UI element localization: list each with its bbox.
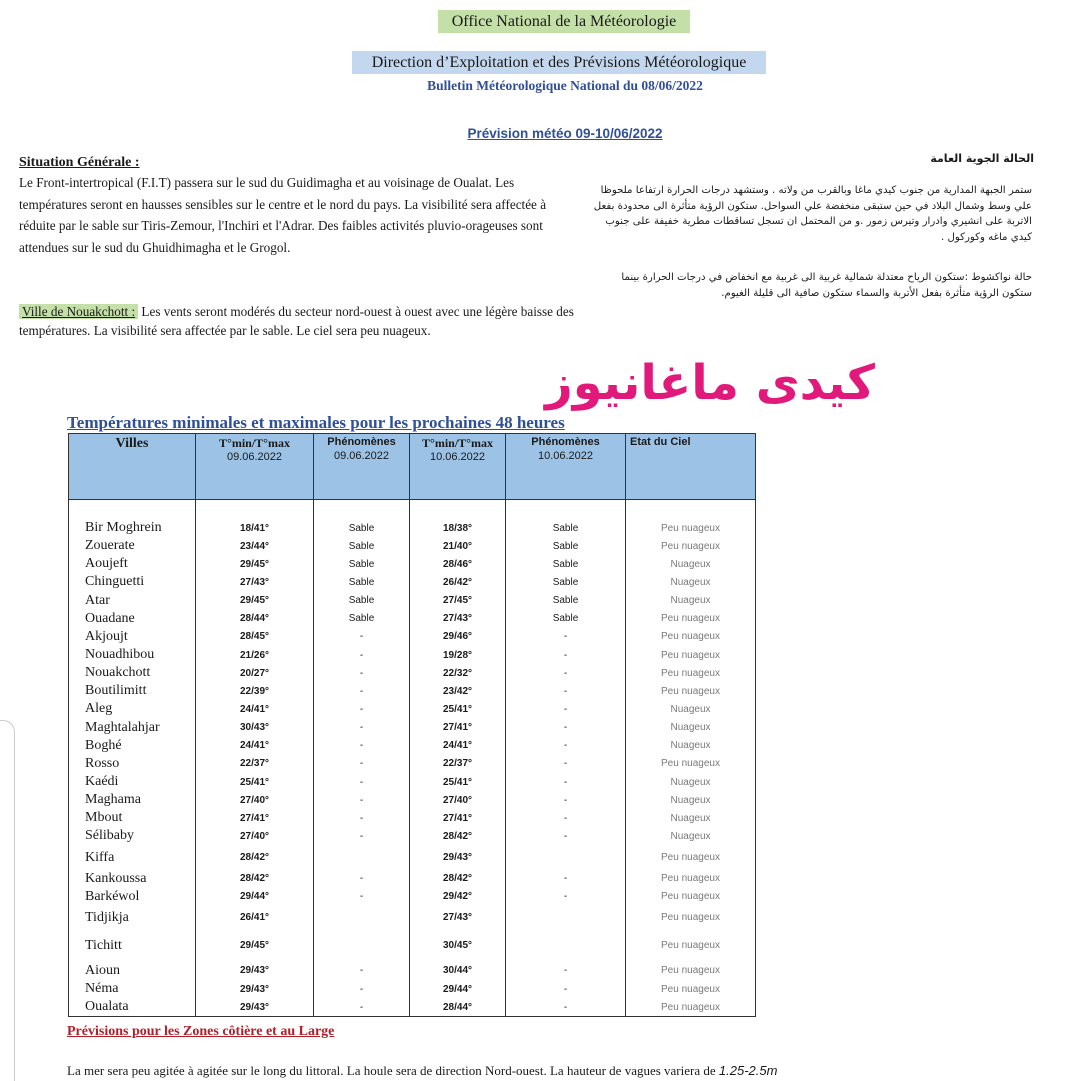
tmp-day2-cell: 27/43° (410, 906, 506, 930)
etat-ciel-cell: Peu nuageux (626, 980, 756, 998)
phenomene-day1-cell: - (314, 628, 410, 646)
phenomene-day2-cell: - (506, 888, 626, 906)
phenomene-day1-cell: - (314, 980, 410, 998)
table-row (69, 573, 756, 591)
phenomene-day1-cell: Sable (314, 573, 410, 591)
city-cell: Maghtalahjar (69, 719, 196, 737)
phenomene-day2-cell: - (506, 737, 626, 755)
table-row (69, 791, 756, 809)
header-ph-day1-label: Phénomènes (327, 436, 396, 448)
phenomene-day2-cell (506, 906, 626, 930)
tmp-day2-cell: 28/44° (410, 998, 506, 1017)
phenomene-day2-cell: - (506, 719, 626, 737)
tmp-day1-cell: 18/41° (196, 519, 314, 537)
phenomene-day2-cell (506, 930, 626, 962)
table-row (69, 980, 756, 998)
header-ph-day2-label: Phénomènes (531, 436, 600, 448)
tmp-day1-cell: 29/43° (196, 980, 314, 998)
phenomene-day1-cell: Sable (314, 610, 410, 628)
table-row (69, 998, 756, 1017)
etat-ciel-cell: Nuageux (626, 773, 756, 791)
watermark-stamp: كيدى ماغانيوز (545, 355, 875, 411)
tmp-day1-cell: 29/44° (196, 888, 314, 906)
etat-ciel-cell: Peu nuageux (626, 930, 756, 962)
tmp-day2-cell: 28/46° (410, 555, 506, 573)
tmp-day2-cell: 30/44° (410, 962, 506, 980)
header-tmp-day1 (196, 434, 314, 500)
phenomene-day2-cell: - (506, 870, 626, 888)
nouakchott-paragraph (19, 303, 574, 340)
etat-ciel-cell: Peu nuageux (626, 870, 756, 888)
phenomene-day2-cell: - (506, 962, 626, 980)
header-villes: Villes (69, 434, 196, 500)
tmp-day2-cell: 26/42° (410, 573, 506, 591)
arabic-text-general: ستمر الجبهة المدارية من جنوب كيدي ماغا وبالقرب من ولاته . وستشهد درجات الحرارة ارتفاعا ملحوظا علي وسط وشمال البلاد في حين ستبقى منخفضة علي السواحل. ستكون الرؤية متأثرة الى محدودة بفعل الاتربة على انشيري وادرار وتيرس زمور .و من المحتمل ان تسجل تساقطات مطرية خفيفة على جنوب كيدي ماغه وكوركول . (593, 185, 1032, 243)
viewer-edge-decoration (0, 720, 15, 1081)
phenomene-day1-cell: - (314, 998, 410, 1017)
etat-ciel-cell: Peu nuageux (626, 846, 756, 870)
phenomene-day1-cell: - (314, 700, 410, 718)
city-cell: Tidjikja (69, 906, 196, 930)
etat-ciel-cell: Peu nuageux (626, 682, 756, 700)
city-cell: Aioun (69, 962, 196, 980)
phenomene-day1-cell (314, 846, 410, 870)
tmp-day1-cell: 28/44° (196, 610, 314, 628)
tmp-day2-cell: 29/42° (410, 888, 506, 906)
etat-ciel-cell: Nuageux (626, 737, 756, 755)
prevision-title: Prévision météo 09-10/06/2022 (467, 126, 663, 141)
table-row (69, 755, 756, 773)
direction-title: Direction d’Exploitation et des Prévisions Météorologique (352, 51, 766, 74)
table-title: Températures minimales et maximales pour les prochaines 48 heures (67, 413, 565, 432)
etat-ciel-cell: Nuageux (626, 719, 756, 737)
phenomene-day1-cell: - (314, 737, 410, 755)
etat-ciel-cell: Peu nuageux (626, 906, 756, 930)
tmp-day2-cell: 19/28° (410, 646, 506, 664)
etat-ciel-cell: Peu nuageux (626, 646, 756, 664)
phenomene-day1-cell: - (314, 719, 410, 737)
table-row (69, 664, 756, 682)
etat-ciel-cell: Nuageux (626, 827, 756, 845)
nouakchott-text: Les vents seront modérés du secteur nord-ouest à ouest avec une légère baisse des températures. La visibilité sera affectée par le sable. Le ciel sera peu nuageux. (19, 304, 574, 338)
phenomene-day1-cell: Sable (314, 592, 410, 610)
city-cell: Akjoujt (69, 628, 196, 646)
tmp-day2-cell: 29/46° (410, 628, 506, 646)
header-tmp-day2 (410, 434, 506, 500)
tmp-day2-cell: 27/40° (410, 791, 506, 809)
table-row (69, 519, 756, 537)
city-cell: Sélibaby (69, 827, 196, 845)
situation-text: Le Front-intertropical (F.I.T) passera sur le sud du Guidimagha et au voisinage de Oualat. Les températures seront en hausses sensibles sur le centre et le nord du pays. La visibilité sera affectée à réduite par le sable sur Tiris-Zemour, l'Inchiri et l'Adrar. Des faibles activités pluvio-orageuses sont attendues sur le sud du Ghuidhimagha et le Grogol. (19, 175, 547, 255)
phenomene-day1-cell (314, 906, 410, 930)
city-cell: Nouakchott (69, 664, 196, 682)
tmp-day1-cell: 30/43° (196, 719, 314, 737)
etat-ciel-cell: Nuageux (626, 791, 756, 809)
etat-ciel-cell: Nuageux (626, 555, 756, 573)
table-row (69, 930, 756, 962)
city-cell: Barkéwol (69, 888, 196, 906)
header-phenomenes-day1 (314, 434, 410, 500)
phenomene-day1-cell: - (314, 809, 410, 827)
city-cell: Tichitt (69, 930, 196, 962)
tmp-day2-cell: 22/37° (410, 755, 506, 773)
tmp-day2-cell: 25/41° (410, 773, 506, 791)
table-row (69, 962, 756, 980)
phenomene-day2-cell: - (506, 682, 626, 700)
phenomene-day2-cell: - (506, 700, 626, 718)
tmp-day1-cell: 24/41° (196, 737, 314, 755)
phenomene-day2-cell: Sable (506, 573, 626, 591)
tmp-day1-cell: 23/44° (196, 537, 314, 555)
tmp-day1-cell: 27/40° (196, 827, 314, 845)
tmp-day2-cell: 21/40° (410, 537, 506, 555)
city-cell: Aleg (69, 700, 196, 718)
phenomene-day2-cell: - (506, 809, 626, 827)
city-cell: Maghama (69, 791, 196, 809)
city-cell: Kankoussa (69, 870, 196, 888)
city-cell: Boutilimitt (69, 682, 196, 700)
city-cell: Mbout (69, 809, 196, 827)
city-cell: Nouadhibou (69, 646, 196, 664)
header-ph-date-day2: 10.06.2022 (537, 450, 594, 462)
table-row (69, 846, 756, 870)
etat-ciel-cell: Peu nuageux (626, 664, 756, 682)
table-row (69, 888, 756, 906)
phenomene-day1-cell: - (314, 827, 410, 845)
tmp-day1-cell: 28/45° (196, 628, 314, 646)
header-etat-ciel: Etat du Ciel (626, 434, 756, 500)
phenomene-day2-cell: - (506, 980, 626, 998)
tmp-day2-cell: 28/42° (410, 827, 506, 845)
etat-ciel-cell: Peu nuageux (626, 962, 756, 980)
phenomene-day1-cell: Sable (314, 555, 410, 573)
phenomene-day1-cell: - (314, 646, 410, 664)
tmp-day1-cell: 29/45° (196, 592, 314, 610)
header-phenomenes-day2 (506, 434, 626, 500)
table-spacer-row (69, 500, 756, 520)
sea-forecast-text (67, 1063, 1067, 1079)
phenomene-day1-cell: - (314, 664, 410, 682)
tmp-day2-cell: 28/42° (410, 870, 506, 888)
phenomene-day2-cell: Sable (506, 592, 626, 610)
etat-ciel-cell: Peu nuageux (626, 610, 756, 628)
table-row (69, 610, 756, 628)
table-row (69, 809, 756, 827)
city-cell: Oualata (69, 998, 196, 1017)
phenomene-day1-cell (314, 930, 410, 962)
phenomene-day1-cell: - (314, 773, 410, 791)
etat-ciel-cell: Nuageux (626, 700, 756, 718)
tmp-day2-cell: 23/42° (410, 682, 506, 700)
phenomene-day2-cell: - (506, 646, 626, 664)
phenomene-day1-cell: - (314, 962, 410, 980)
phenomene-day2-cell: Sable (506, 537, 626, 555)
city-cell: Aoujeft (69, 555, 196, 573)
tmp-day1-cell: 29/43° (196, 998, 314, 1017)
city-cell: Kiffa (69, 846, 196, 870)
city-cell: Chinguetti (69, 573, 196, 591)
etat-ciel-cell: Peu nuageux (626, 755, 756, 773)
etat-ciel-cell: Peu nuageux (626, 519, 756, 537)
header-tmp-day2-label: T°min/T°max (422, 436, 493, 450)
tmp-day1-cell: 29/45° (196, 555, 314, 573)
office-title: Office National de la Météorologie (438, 10, 690, 33)
sea-forecast-main: La mer sera peu agitée à agitée sur le long du littoral. La houle sera de direction Nord-ouest. La hauteur de vagues variera de (67, 1063, 719, 1078)
zones-title: Prévisions pour les Zones côtière et au Large (67, 1024, 335, 1039)
situation-title: Situation Générale : (19, 155, 140, 170)
phenomene-day1-cell: - (314, 888, 410, 906)
tmp-day2-cell: 24/41° (410, 737, 506, 755)
phenomene-day2-cell: - (506, 998, 626, 1017)
tmp-day2-cell: 27/43° (410, 610, 506, 628)
city-cell: Atar (69, 592, 196, 610)
tmp-day1-cell: 20/27° (196, 664, 314, 682)
etat-ciel-cell: Nuageux (626, 809, 756, 827)
table-row (69, 628, 756, 646)
phenomene-day2-cell (506, 846, 626, 870)
tmp-day2-cell: 25/41° (410, 700, 506, 718)
arabic-title: الحالة الجوية العامة (930, 152, 1034, 165)
phenomene-day1-cell: - (314, 682, 410, 700)
phenomene-day2-cell: - (506, 628, 626, 646)
wave-height-range: 1.25-2.5m (718, 1063, 778, 1078)
tmp-day1-cell: 27/41° (196, 809, 314, 827)
city-cell: Zouerate (69, 537, 196, 555)
tmp-day2-cell: 27/41° (410, 719, 506, 737)
table-row (69, 682, 756, 700)
phenomene-day1-cell: Sable (314, 537, 410, 555)
table-row (69, 555, 756, 573)
phenomene-day2-cell: Sable (506, 610, 626, 628)
table-row (69, 773, 756, 791)
etat-ciel-cell: Nuageux (626, 573, 756, 591)
tmp-day2-cell: 29/44° (410, 980, 506, 998)
tmp-day1-cell: 28/42° (196, 870, 314, 888)
city-cell: Néma (69, 980, 196, 998)
etat-ciel-cell: Peu nuageux (626, 888, 756, 906)
phenomene-day1-cell: Sable (314, 519, 410, 537)
table-row (69, 700, 756, 718)
tmp-day2-cell: 29/43° (410, 846, 506, 870)
tmp-day1-cell: 21/26° (196, 646, 314, 664)
phenomene-day2-cell: - (506, 827, 626, 845)
header-date-day1: 09.06.2022 (226, 451, 283, 463)
phenomene-day1-cell: - (314, 791, 410, 809)
phenomene-day2-cell: - (506, 773, 626, 791)
table-row (69, 827, 756, 845)
city-cell: Rosso (69, 755, 196, 773)
phenomene-day1-cell: - (314, 755, 410, 773)
tmp-day2-cell: 30/45° (410, 930, 506, 962)
tmp-day1-cell: 29/45° (196, 930, 314, 962)
tmp-day1-cell: 27/40° (196, 791, 314, 809)
tmp-day2-cell: 22/32° (410, 664, 506, 682)
arabic-text-nouakchott: حالة نواكشوط :ستكون الرياح معتدلة شمالية غربية الى غربية مع انخفاض في درجات الحرارة بينما ستكون الرؤية متأثرة بفعل الأتربة والسماء ستكون صافية الى قليلة الغيوم. (621, 272, 1032, 299)
phenomene-day2-cell: Sable (506, 519, 626, 537)
table-row (69, 719, 756, 737)
tmp-day2-cell: 18/38° (410, 519, 506, 537)
table-row (69, 870, 756, 888)
tmp-day1-cell: 24/41° (196, 700, 314, 718)
etat-ciel-cell: Peu nuageux (626, 628, 756, 646)
etat-ciel-cell: Nuageux (626, 592, 756, 610)
tmp-day2-cell: 27/45° (410, 592, 506, 610)
header-date-day2: 10.06.2022 (429, 451, 486, 463)
phenomene-day2-cell: - (506, 755, 626, 773)
table-row (69, 737, 756, 755)
tmp-day1-cell: 29/43° (196, 962, 314, 980)
city-cell: Kaédi (69, 773, 196, 791)
table-row (69, 646, 756, 664)
city-cell: Boghé (69, 737, 196, 755)
tmp-day1-cell: 22/37° (196, 755, 314, 773)
tmp-day1-cell: 22/39° (196, 682, 314, 700)
tmp-day1-cell: 28/42° (196, 846, 314, 870)
table-row (69, 592, 756, 610)
etat-ciel-cell: Peu nuageux (626, 537, 756, 555)
tmp-day1-cell: 27/43° (196, 573, 314, 591)
table-row (69, 537, 756, 555)
header-tmp-day1-label: T°min/T°max (219, 436, 290, 450)
tmp-day2-cell: 27/41° (410, 809, 506, 827)
header-ph-date-day1: 09.06.2022 (333, 450, 390, 462)
phenomene-day2-cell: - (506, 664, 626, 682)
nouakchott-label: Ville de Nouakchott : (19, 304, 138, 319)
city-cell: Ouadane (69, 610, 196, 628)
bulletin-title: Bulletin Météorologique National du 08/06/2022 (427, 78, 703, 93)
phenomene-day1-cell: - (314, 870, 410, 888)
phenomene-day2-cell: Sable (506, 555, 626, 573)
temperatures-table (68, 433, 756, 1017)
tmp-day1-cell: 26/41° (196, 906, 314, 930)
city-cell: Bir Moghrein (69, 519, 196, 537)
etat-ciel-cell: Peu nuageux (626, 998, 756, 1017)
tmp-day1-cell: 25/41° (196, 773, 314, 791)
table-row (69, 906, 756, 930)
phenomene-day2-cell: - (506, 791, 626, 809)
